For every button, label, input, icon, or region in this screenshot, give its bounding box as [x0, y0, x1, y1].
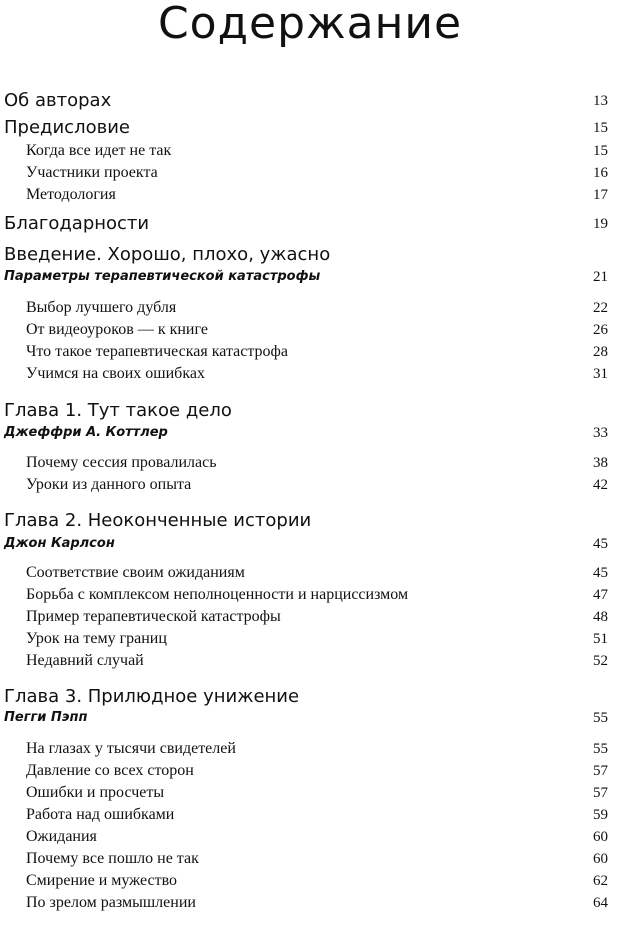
toc-subentry[interactable] — [0, 607, 620, 627]
chapter-author: Пегги Пэпп — [4, 710, 88, 725]
toc-subentry[interactable] — [0, 185, 620, 205]
toc-subentry[interactable] — [0, 629, 620, 649]
toc-entry-title: Недавний случай — [26, 652, 144, 669]
toc-entry-title: Борьба с комплексом неполноценности и нарциссизмом — [26, 586, 409, 603]
toc-subentry[interactable] — [0, 805, 620, 825]
toc-subentry[interactable] — [0, 871, 620, 891]
toc-chapter-author[interactable] — [0, 424, 620, 442]
toc-page-number: 28 — [593, 344, 608, 360]
toc-page-number: 45 — [593, 565, 608, 581]
toc-entry-title: Методология — [26, 186, 116, 203]
toc-page-number: 17 — [593, 187, 608, 203]
toc-subentry[interactable] — [0, 453, 620, 473]
toc-page-number: 64 — [593, 895, 608, 911]
toc-entry-title: Смирение и мужество — [26, 872, 178, 889]
toc-page-number: 55 — [593, 710, 608, 726]
toc-entry-title: Давление со всех сторон — [26, 762, 194, 779]
toc-subentry[interactable] — [0, 585, 620, 605]
chapter-title: Глава 2. Неоконченные истории — [4, 510, 312, 531]
toc-entry-title: Об авторах — [4, 90, 112, 111]
toc-entry-title: Соответствие своим ожиданиям — [26, 564, 245, 581]
toc-page-number: 33 — [593, 425, 608, 441]
toc-subentry[interactable] — [0, 475, 620, 495]
toc-subentry[interactable] — [0, 783, 620, 803]
toc-chapter-subtitle[interactable] — [0, 268, 620, 286]
toc-entry-title: Почему все пошло не так — [26, 850, 199, 867]
toc-subentry[interactable] — [0, 163, 620, 183]
toc-page-number: 51 — [593, 631, 608, 647]
toc-page-number: 60 — [593, 829, 608, 845]
toc-page-number: 48 — [593, 609, 608, 625]
chapter-author: Джон Карлсон — [4, 536, 115, 551]
toc-page-number: 13 — [593, 93, 608, 109]
toc-entry-title: Предисловие — [4, 117, 130, 138]
toc-page-number: 16 — [593, 165, 608, 181]
toc-page-number: 57 — [593, 785, 608, 801]
chapter-subtitle: Параметры терапевтической катастрофы — [4, 269, 321, 284]
toc-entry-acknowledgements[interactable] — [0, 213, 620, 235]
toc-page-number: 57 — [593, 763, 608, 779]
toc-page-number: 52 — [593, 653, 608, 669]
toc-chapter-title[interactable] — [0, 400, 620, 422]
toc-page-number: 38 — [593, 455, 608, 471]
toc-page-number: 26 — [593, 322, 608, 338]
toc-entry-title: Пример терапевтической катастрофы — [26, 608, 281, 625]
page-title: Содержание — [157, 0, 463, 49]
toc-subentry[interactable] — [0, 893, 620, 913]
toc-subentry[interactable] — [0, 298, 620, 318]
chapter-title: Глава 3. Прилюдное унижение — [4, 686, 300, 707]
toc-subentry[interactable] — [0, 320, 620, 340]
toc-subentry[interactable] — [0, 827, 620, 847]
toc-entry-title: Ожидания — [26, 828, 97, 845]
toc-page-number: 22 — [593, 300, 608, 316]
toc-entry-title: Ошибки и просчеты — [26, 784, 165, 801]
toc-entry-preface[interactable] — [0, 117, 620, 139]
chapter-author: Джеффри А. Коттлер — [4, 425, 168, 440]
toc-subentry[interactable] — [0, 739, 620, 759]
toc-entry-title: Участники проекта — [26, 164, 158, 181]
toc-page-number: 59 — [593, 807, 608, 823]
toc-page-number: 31 — [593, 366, 608, 382]
toc-chapter-author[interactable] — [0, 709, 620, 727]
toc-entry-title: По зрелом размышлении — [26, 894, 196, 911]
toc-chapter-title[interactable] — [0, 510, 620, 532]
toc-entry-title: Урок на тему границ — [26, 630, 167, 647]
toc-entry-title: Что такое терапевтическая катастрофа — [26, 343, 288, 360]
toc-page-number: 45 — [593, 536, 608, 552]
chapter-title: Введение. Хорошо, плохо, ужасно — [4, 244, 331, 265]
toc-chapter-title[interactable] — [0, 244, 620, 266]
toc-page-number: 55 — [593, 741, 608, 757]
toc-subentry[interactable] — [0, 761, 620, 781]
toc-entry-title: На глазах у тысячи свидетелей — [26, 740, 236, 757]
toc-entry-title: Когда все идет не так — [26, 142, 172, 159]
toc-page-number: 15 — [593, 120, 608, 136]
toc-page-number: 21 — [593, 269, 608, 285]
toc-entry-title: От видеоуроков — к книге — [26, 321, 208, 338]
toc-page-number: 62 — [593, 873, 608, 889]
toc-entry-title: Выбор лучшего дубля — [26, 299, 177, 316]
toc-page-number: 42 — [593, 477, 608, 493]
toc-entry-title: Почему сессия провалилась — [26, 454, 217, 471]
toc-subentry[interactable] — [0, 563, 620, 583]
toc-subentry[interactable] — [0, 651, 620, 671]
toc-subentry[interactable] — [0, 364, 620, 384]
toc-subentry[interactable] — [0, 141, 620, 161]
toc-page-number: 47 — [593, 587, 608, 603]
toc-entry-title: Учимся на своих ошибках — [26, 365, 205, 382]
toc-chapter-title[interactable] — [0, 686, 620, 708]
toc-entry-authors[interactable] — [0, 90, 620, 112]
chapter-title: Глава 1. Тут такое дело — [4, 400, 232, 421]
toc-page-number: 19 — [593, 216, 608, 232]
toc-page-number: 60 — [593, 851, 608, 867]
toc-entry-title: Уроки из данного опыта — [26, 476, 192, 493]
toc-page-number: 15 — [593, 143, 608, 159]
toc-chapter-author[interactable] — [0, 535, 620, 553]
toc-subentry[interactable] — [0, 342, 620, 362]
toc-subentry[interactable] — [0, 849, 620, 869]
toc-entry-title: Работа над ошибками — [26, 806, 175, 823]
toc-entry-title: Благодарности — [4, 213, 150, 234]
